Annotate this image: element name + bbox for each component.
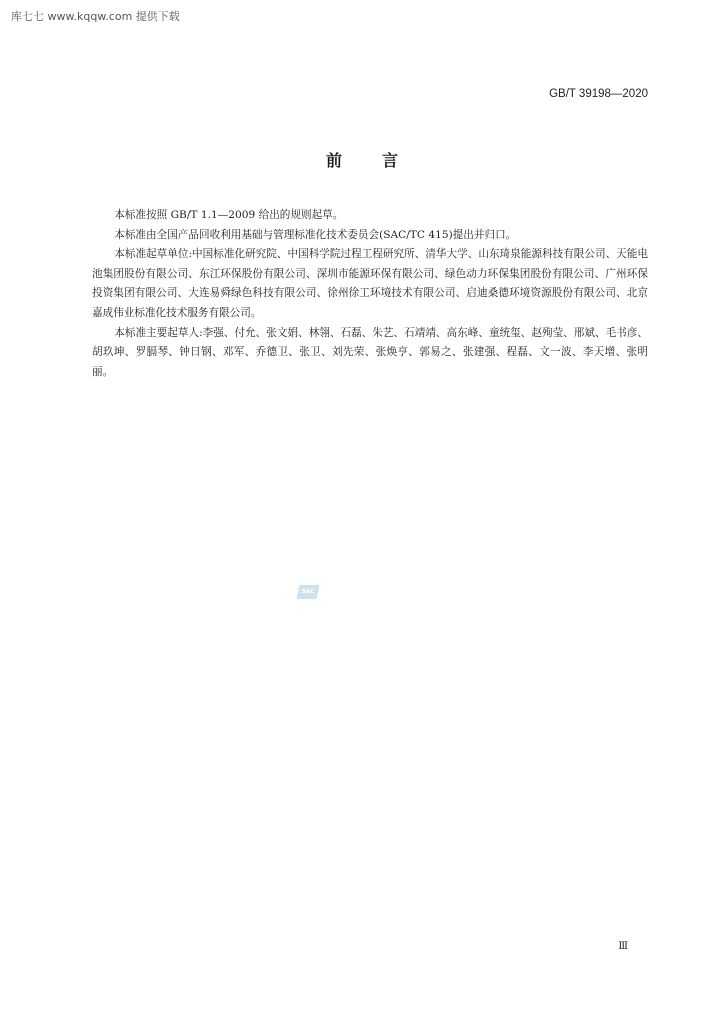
paragraph-drafters: 本标准主要起草人:李强、付允、张文娟、林翎、石磊、朱艺、石靖靖、高东峰、童统玺、赵殉莹、邢斌、毛书彦、胡玖坤、罗膈琴、钟日钢、邓军、乔德卫、张卫、刘先荣、张焕亨、郭易之、张建强、程磊、文一波、李天增、张明丽。 <box>92 326 648 378</box>
page-title: 前言 <box>325 151 438 170</box>
paragraph-drafting-rules: 本标准按照 GB/T 1.1—2009 给出的规则起草。 <box>114 209 344 221</box>
standard-number: GB/T 39198—2020 <box>549 88 648 100</box>
page-number: Ⅲ <box>618 941 627 952</box>
paragraph-proposer: 本标准由全国产品回收利用基础与管理标准化技术委员会(SAC/TC 415)提出并归口。 <box>114 228 517 241</box>
foreword-body <box>92 206 648 382</box>
site-watermark: 库七七 www.kqqw.com 提供下载 <box>11 10 180 23</box>
sac-logo: SAC <box>297 585 320 599</box>
paragraph-drafting-units: 本标准起草单位:中国标准化研究院、中国科学院过程工程研究所、清华大学、山东琦泉能源科技有限公司、天能电池集团股份有限公司、东江环保股份有限公司、深圳市能源环保有限公司、绿色动力环保集团股份有限公司、广州环保投资集团有限公司、大连易舜绿色科技有限公司、徐州徐工环境技术有限公司、启迪桑德环境资源股份有限公司、北京嘉成伟业标准化技术服务有限公司。 <box>92 248 648 319</box>
